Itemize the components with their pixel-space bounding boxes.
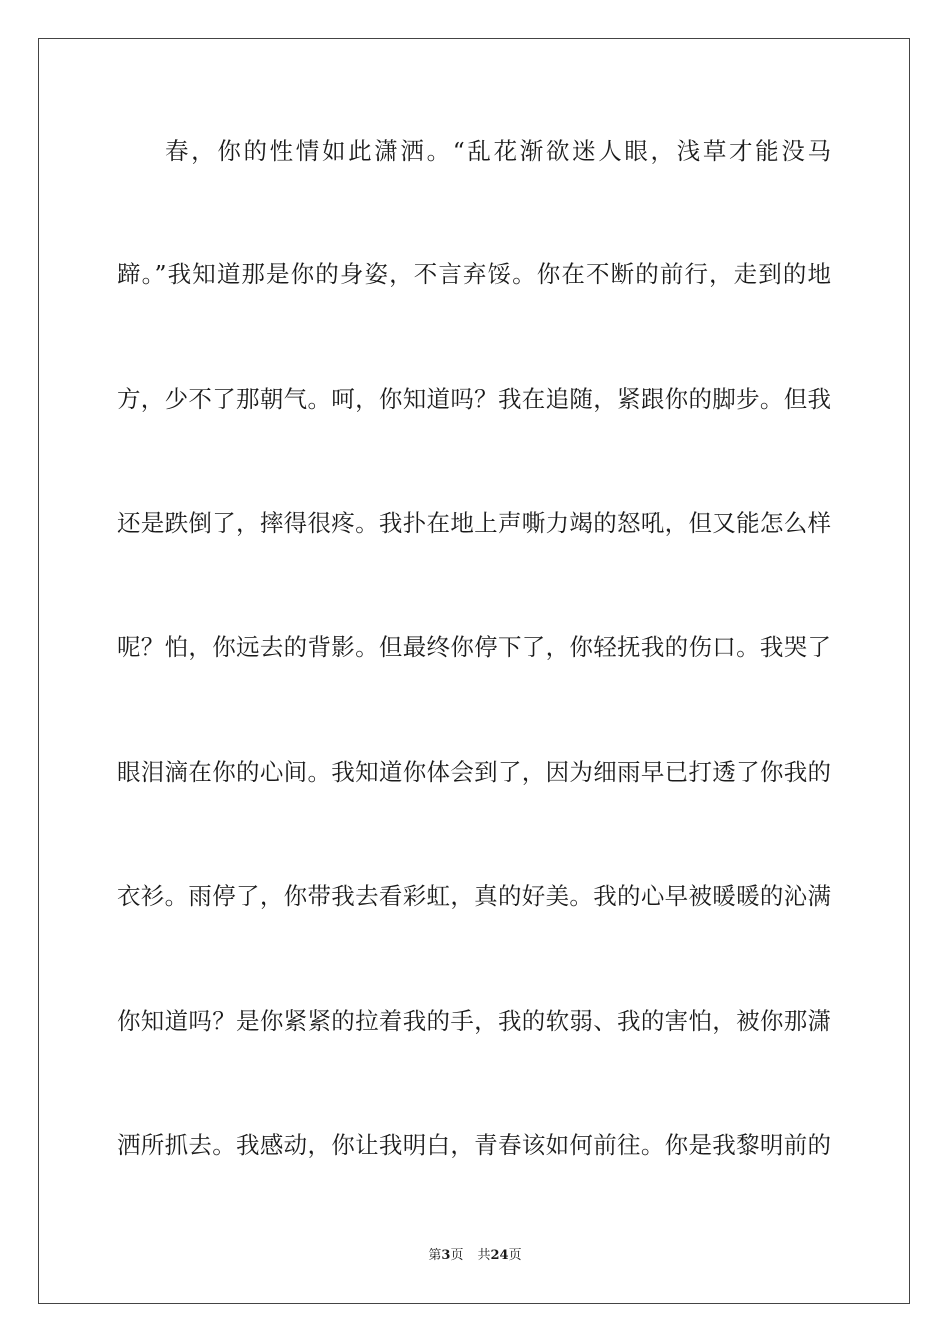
- text-line-9: 洒所抓去。我感动，你让我明白，青春该如何前往。你是我黎明前的: [117, 1131, 831, 1159]
- text-line-7: 衣衫。雨停了，你带我去看彩虹，真的好美。我的心早被暖暖的沁满: [117, 882, 831, 910]
- total-suffix: 页: [508, 1248, 522, 1263]
- page-footer: [0, 1247, 950, 1265]
- text-line-2: 蹄。”我知道那是你的身姿，不言弃馁。你在不断的前行，走到的地: [117, 260, 831, 288]
- page-total: 24: [490, 1248, 509, 1263]
- text-line-5: 呢？怕，你远去的背影。但最终你停下了，你轻抚我的伤口。我哭了: [117, 633, 831, 661]
- text-line-3: 方，少不了那朝气。呵，你知道吗？我在追随，紧跟你的脚步。但我: [117, 385, 831, 413]
- page-prefix: 第: [428, 1248, 442, 1263]
- text-line-6: 眼泪滴在你的心间。我知道你体会到了，因为细雨早已打透了你我的: [117, 758, 831, 786]
- page-suffix: 页: [450, 1248, 464, 1263]
- total-prefix: 共: [477, 1248, 491, 1263]
- text-line-1: 春，你的性情如此潇洒。“乱花渐欲迷人眼，浅草才能没马: [165, 137, 831, 165]
- page-current: 3: [441, 1248, 451, 1263]
- text-line-8: 你知道吗？是你紧紧的拉着我的手，我的软弱、我的害怕，被你那潇: [117, 1007, 831, 1035]
- page-border: [38, 38, 910, 1304]
- text-line-4: 还是跌倒了，摔得很疼。我扑在地上声嘶力竭的怒吼，但又能怎么样: [117, 509, 831, 537]
